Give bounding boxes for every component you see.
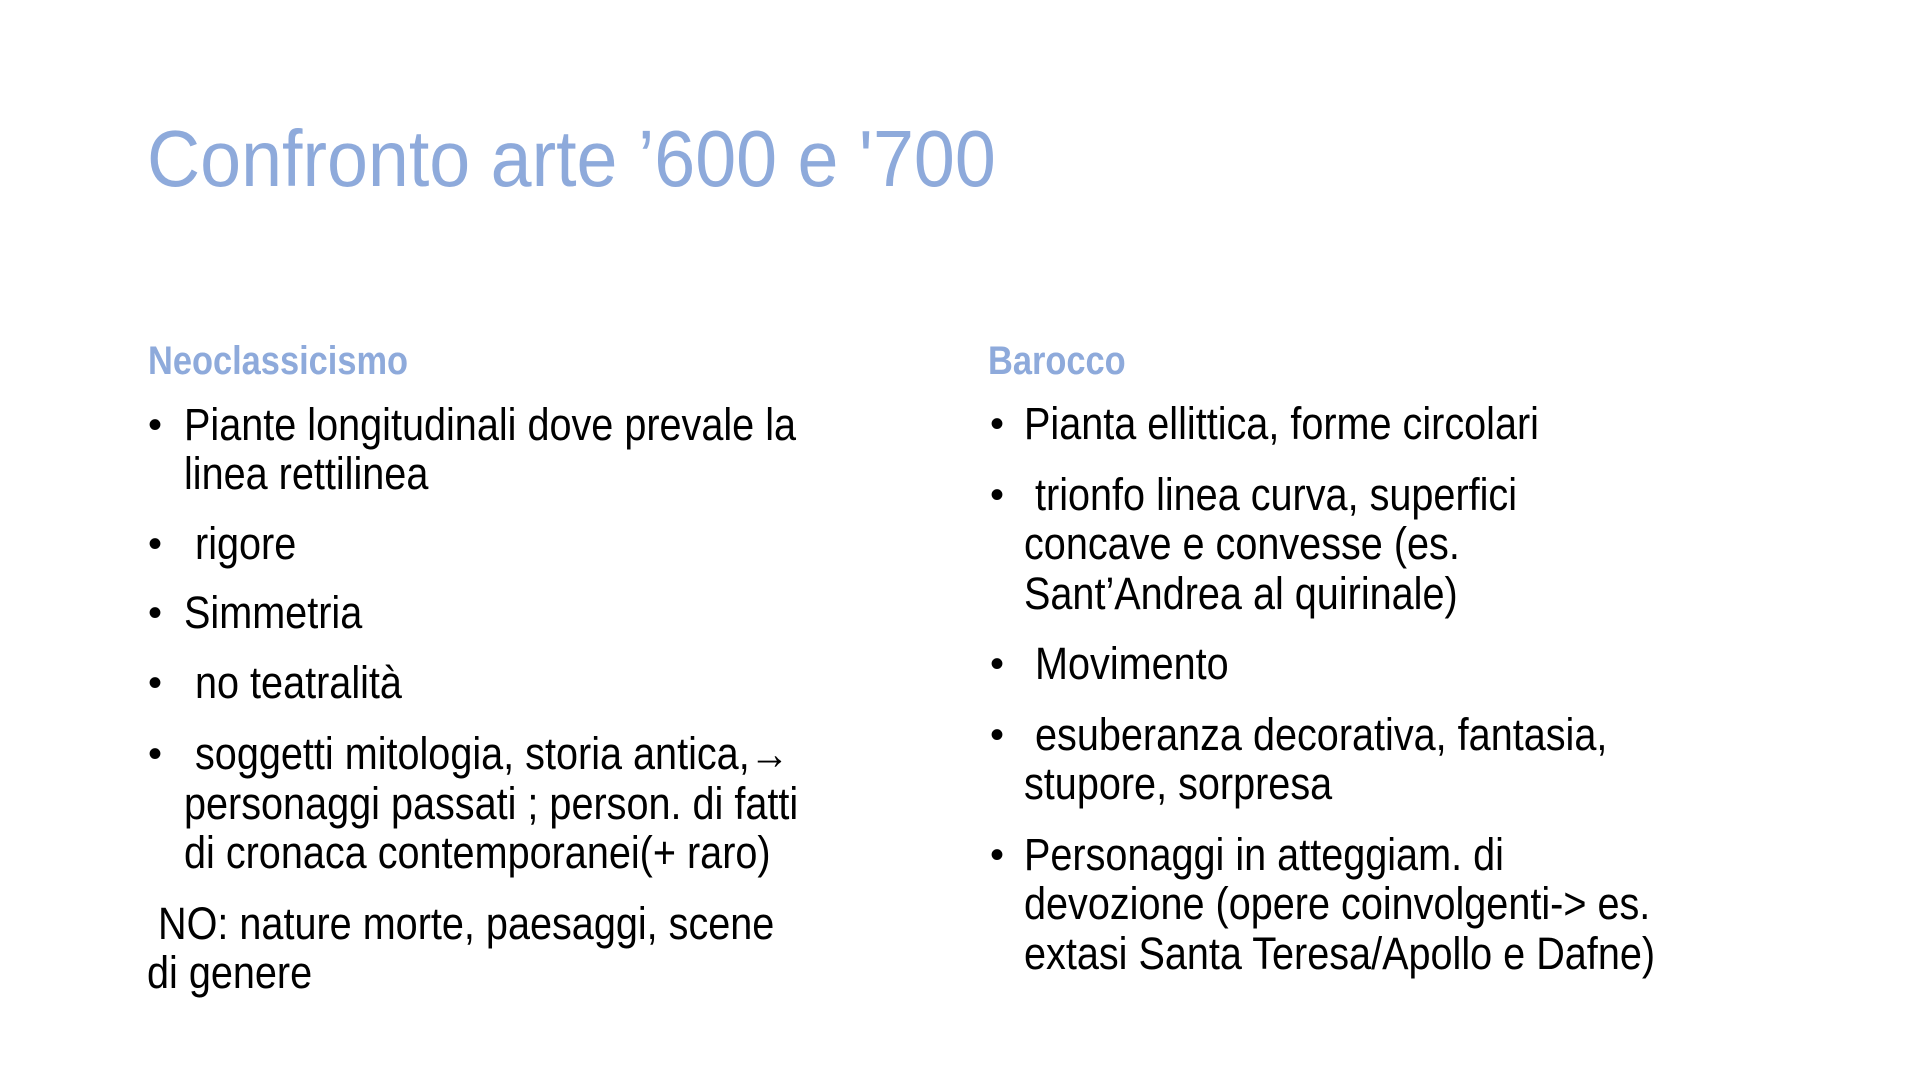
- right-bullet-item-line: trionfo linea curva, superfici: [1024, 469, 1518, 520]
- bullet-icon: •: [148, 661, 163, 705]
- bullet-icon: •: [148, 732, 163, 776]
- right-bullet-item-line: extasi Santa Teresa/Apollo e Dafne): [1024, 928, 1656, 979]
- left-bullet-item-line: Piante longitudinali dove prevale la: [184, 399, 797, 450]
- right-bullet-item-line: devozione (opere coinvolgenti-> es.: [1024, 878, 1651, 929]
- right-bullet-item-line: esuberanza decorativa, fantasia,: [1024, 709, 1608, 760]
- bullet-icon: •: [148, 522, 163, 566]
- note-line: di genere: [147, 947, 313, 998]
- bullet-icon: •: [990, 642, 1005, 686]
- left-bullet-item-line: linea rettilinea: [184, 448, 429, 499]
- left-bullet-item-line: soggetti mitologia, storia antica,→: [184, 728, 790, 779]
- bullet-icon: •: [990, 473, 1005, 517]
- left-bullet-item-line: personaggi passati ; person. di fatti: [184, 778, 799, 829]
- left-bullet-item-line: rigore: [184, 518, 297, 569]
- right-bullet-item-line: stupore, sorpresa: [1024, 758, 1333, 809]
- left-bullet-item-line: Simmetria: [184, 587, 363, 638]
- bullet-icon: •: [990, 833, 1005, 877]
- right-bullet-item-line: concave e convesse (es.: [1024, 518, 1460, 569]
- right-bullet-item-line: Pianta ellittica, forme circolari: [1024, 398, 1539, 449]
- right-bullet-item-line: Movimento: [1024, 638, 1229, 689]
- heading-barocco: Barocco: [988, 339, 1126, 383]
- bullet-icon: •: [990, 713, 1005, 757]
- right-bullet-item-line: Personaggi in atteggiam. di: [1024, 829, 1504, 880]
- right-bullet-item-line: Sant’Andrea al quirinale): [1024, 568, 1458, 619]
- bullet-icon: •: [990, 402, 1005, 446]
- bullet-icon: •: [148, 403, 163, 447]
- note-line: NO: nature morte, paesaggi, scene: [147, 898, 775, 949]
- left-bullet-item-line: no teatralità: [184, 657, 402, 708]
- slide-title: Confronto arte ’600 e '700: [147, 114, 996, 203]
- heading-neoclassicismo: Neoclassicismo: [148, 339, 409, 383]
- left-bullet-item-line: di cronaca contemporanei(+ raro): [184, 827, 771, 878]
- bullet-icon: •: [148, 591, 163, 635]
